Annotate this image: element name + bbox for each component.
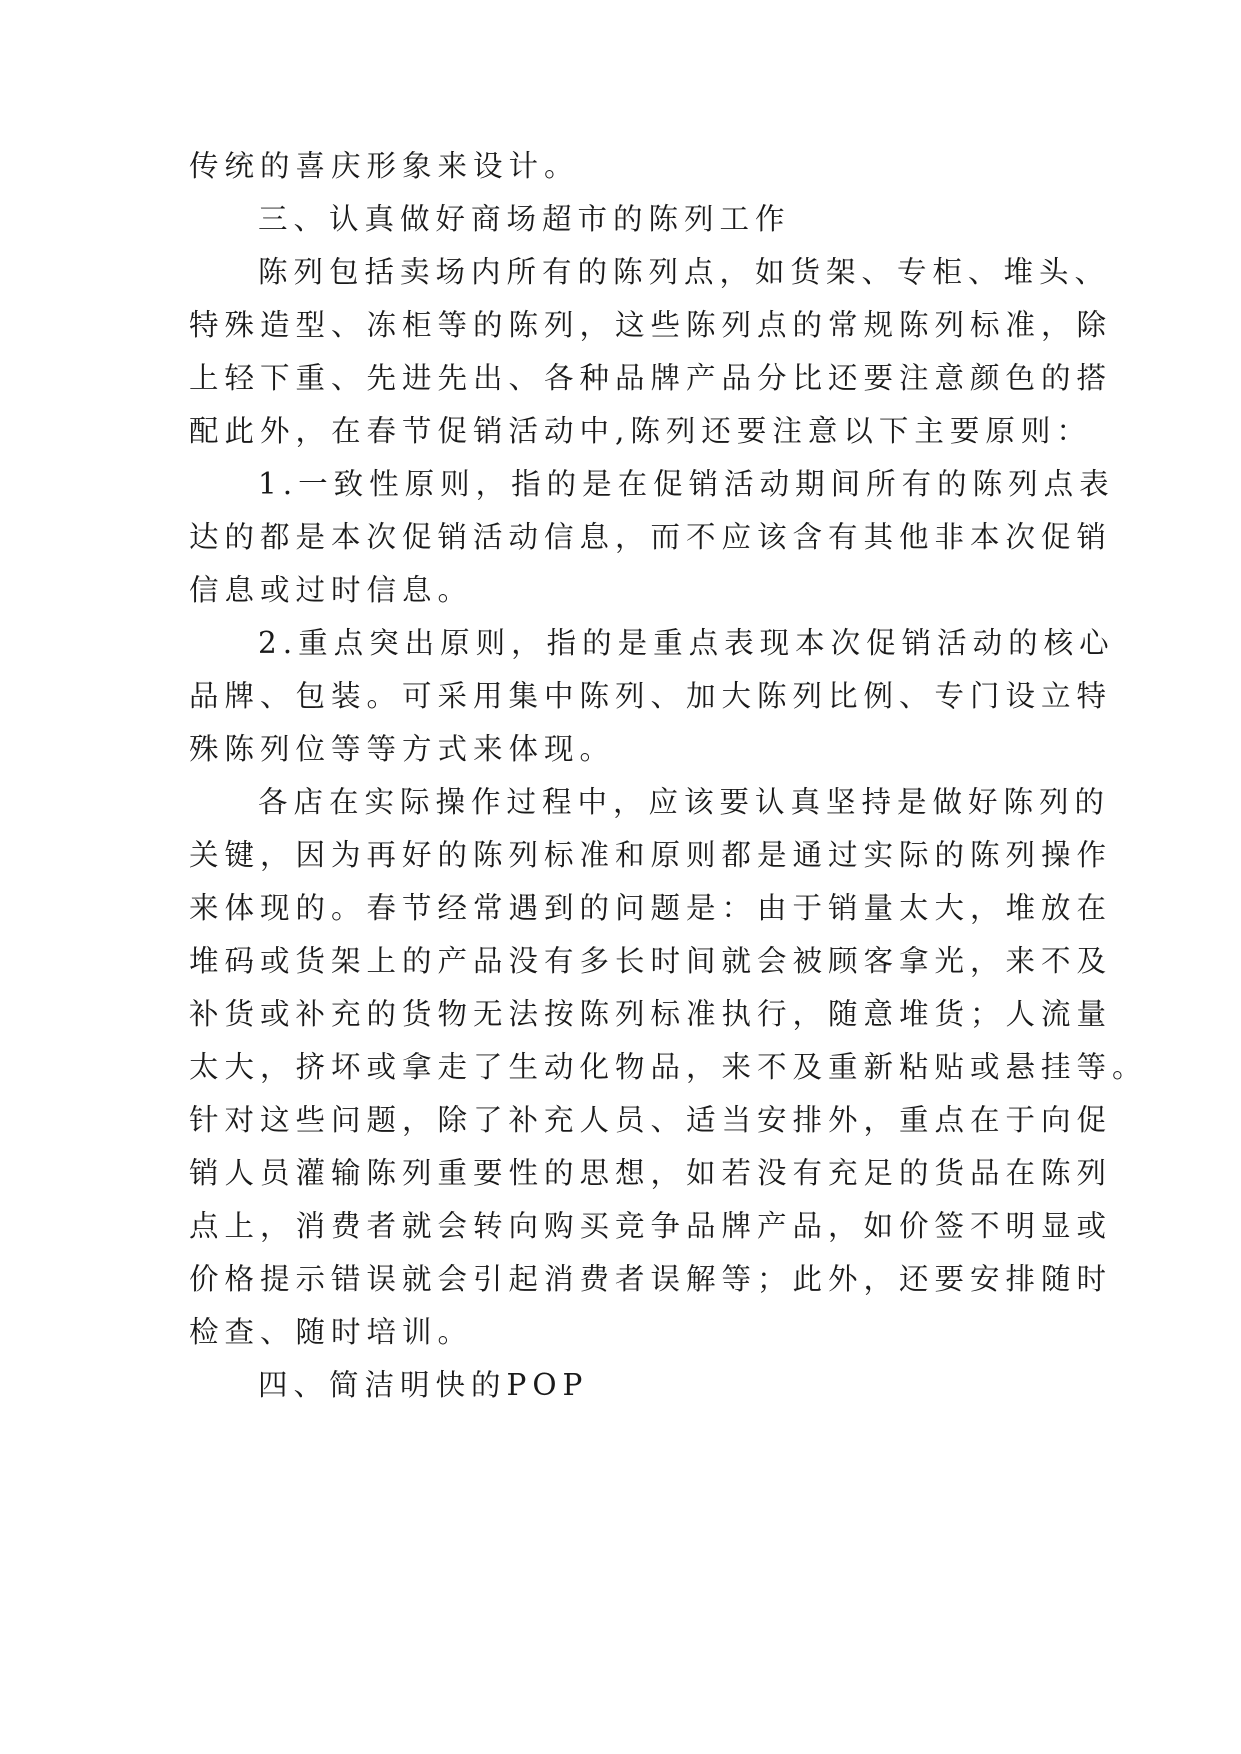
text-line: 1.一致性原则，指的是在促销活动期间所有的陈列点表 xyxy=(258,467,1115,501)
text-line: 信息或过时信息。 xyxy=(189,573,474,607)
text-line: 各店在实际操作过程中，应该要认真坚持是做好陈列的 xyxy=(258,785,1111,819)
text-line: 太大，挤坏或拿走了生动化物品，来不及重新粘贴或悬挂等。 xyxy=(189,1050,1148,1084)
text-line: 针对这些问题，除了补充人员、适当安排外，重点在于向促 xyxy=(189,1103,1113,1137)
text-line: 特殊造型、冻柜等的陈列，这些陈列点的常规陈列标准，除 xyxy=(189,308,1113,342)
section-heading: 三、认真做好商场超市的陈列工作 xyxy=(258,202,791,236)
text-line: 检查、随时培训。 xyxy=(189,1315,474,1349)
text-line: 配此外，在春节促销活动中,陈列还要注意以下主要原则： xyxy=(189,414,1092,448)
text-line: 补货或补充的货物无法按陈列标准执行，随意堆货；人流量 xyxy=(189,997,1113,1031)
text-line: 2.重点突出原则，指的是重点表现本次促销活动的核心 xyxy=(258,626,1115,660)
text-line: 销人员灌输陈列重要性的思想，如若没有充足的货品在陈列 xyxy=(189,1156,1113,1190)
text-line: 来体现的。春节经常遇到的问题是：由于销量太大，堆放在 xyxy=(189,891,1113,925)
text-line: 关键，因为再好的陈列标准和原则都是通过实际的陈列操作 xyxy=(189,838,1113,872)
text-line: 品牌、包装。可采用集中陈列、加大陈列比例、专门设立特 xyxy=(189,679,1113,713)
text-line: 传统的喜庆形象来设计。 xyxy=(189,149,580,183)
section-heading: 四、简洁明快的POP xyxy=(258,1368,589,1402)
text-line: 价格提示错误就会引起消费者误解等；此外，还要安排随时 xyxy=(189,1262,1113,1296)
text-line: 达的都是本次促销活动信息，而不应该含有其他非本次促销 xyxy=(189,520,1113,554)
text-line: 堆码或货架上的产品没有多长时间就会被顾客拿光，来不及 xyxy=(189,944,1113,978)
text-line: 点上，消费者就会转向购买竞争品牌产品，如价签不明显或 xyxy=(189,1209,1113,1243)
text-line: 陈列包括卖场内所有的陈列点，如货架、专柜、堆头、 xyxy=(258,255,1111,289)
text-line: 殊陈列位等等方式来体现。 xyxy=(189,732,616,766)
text-line: 上轻下重、先进先出、各种品牌产品分比还要注意颜色的搭 xyxy=(189,361,1113,395)
